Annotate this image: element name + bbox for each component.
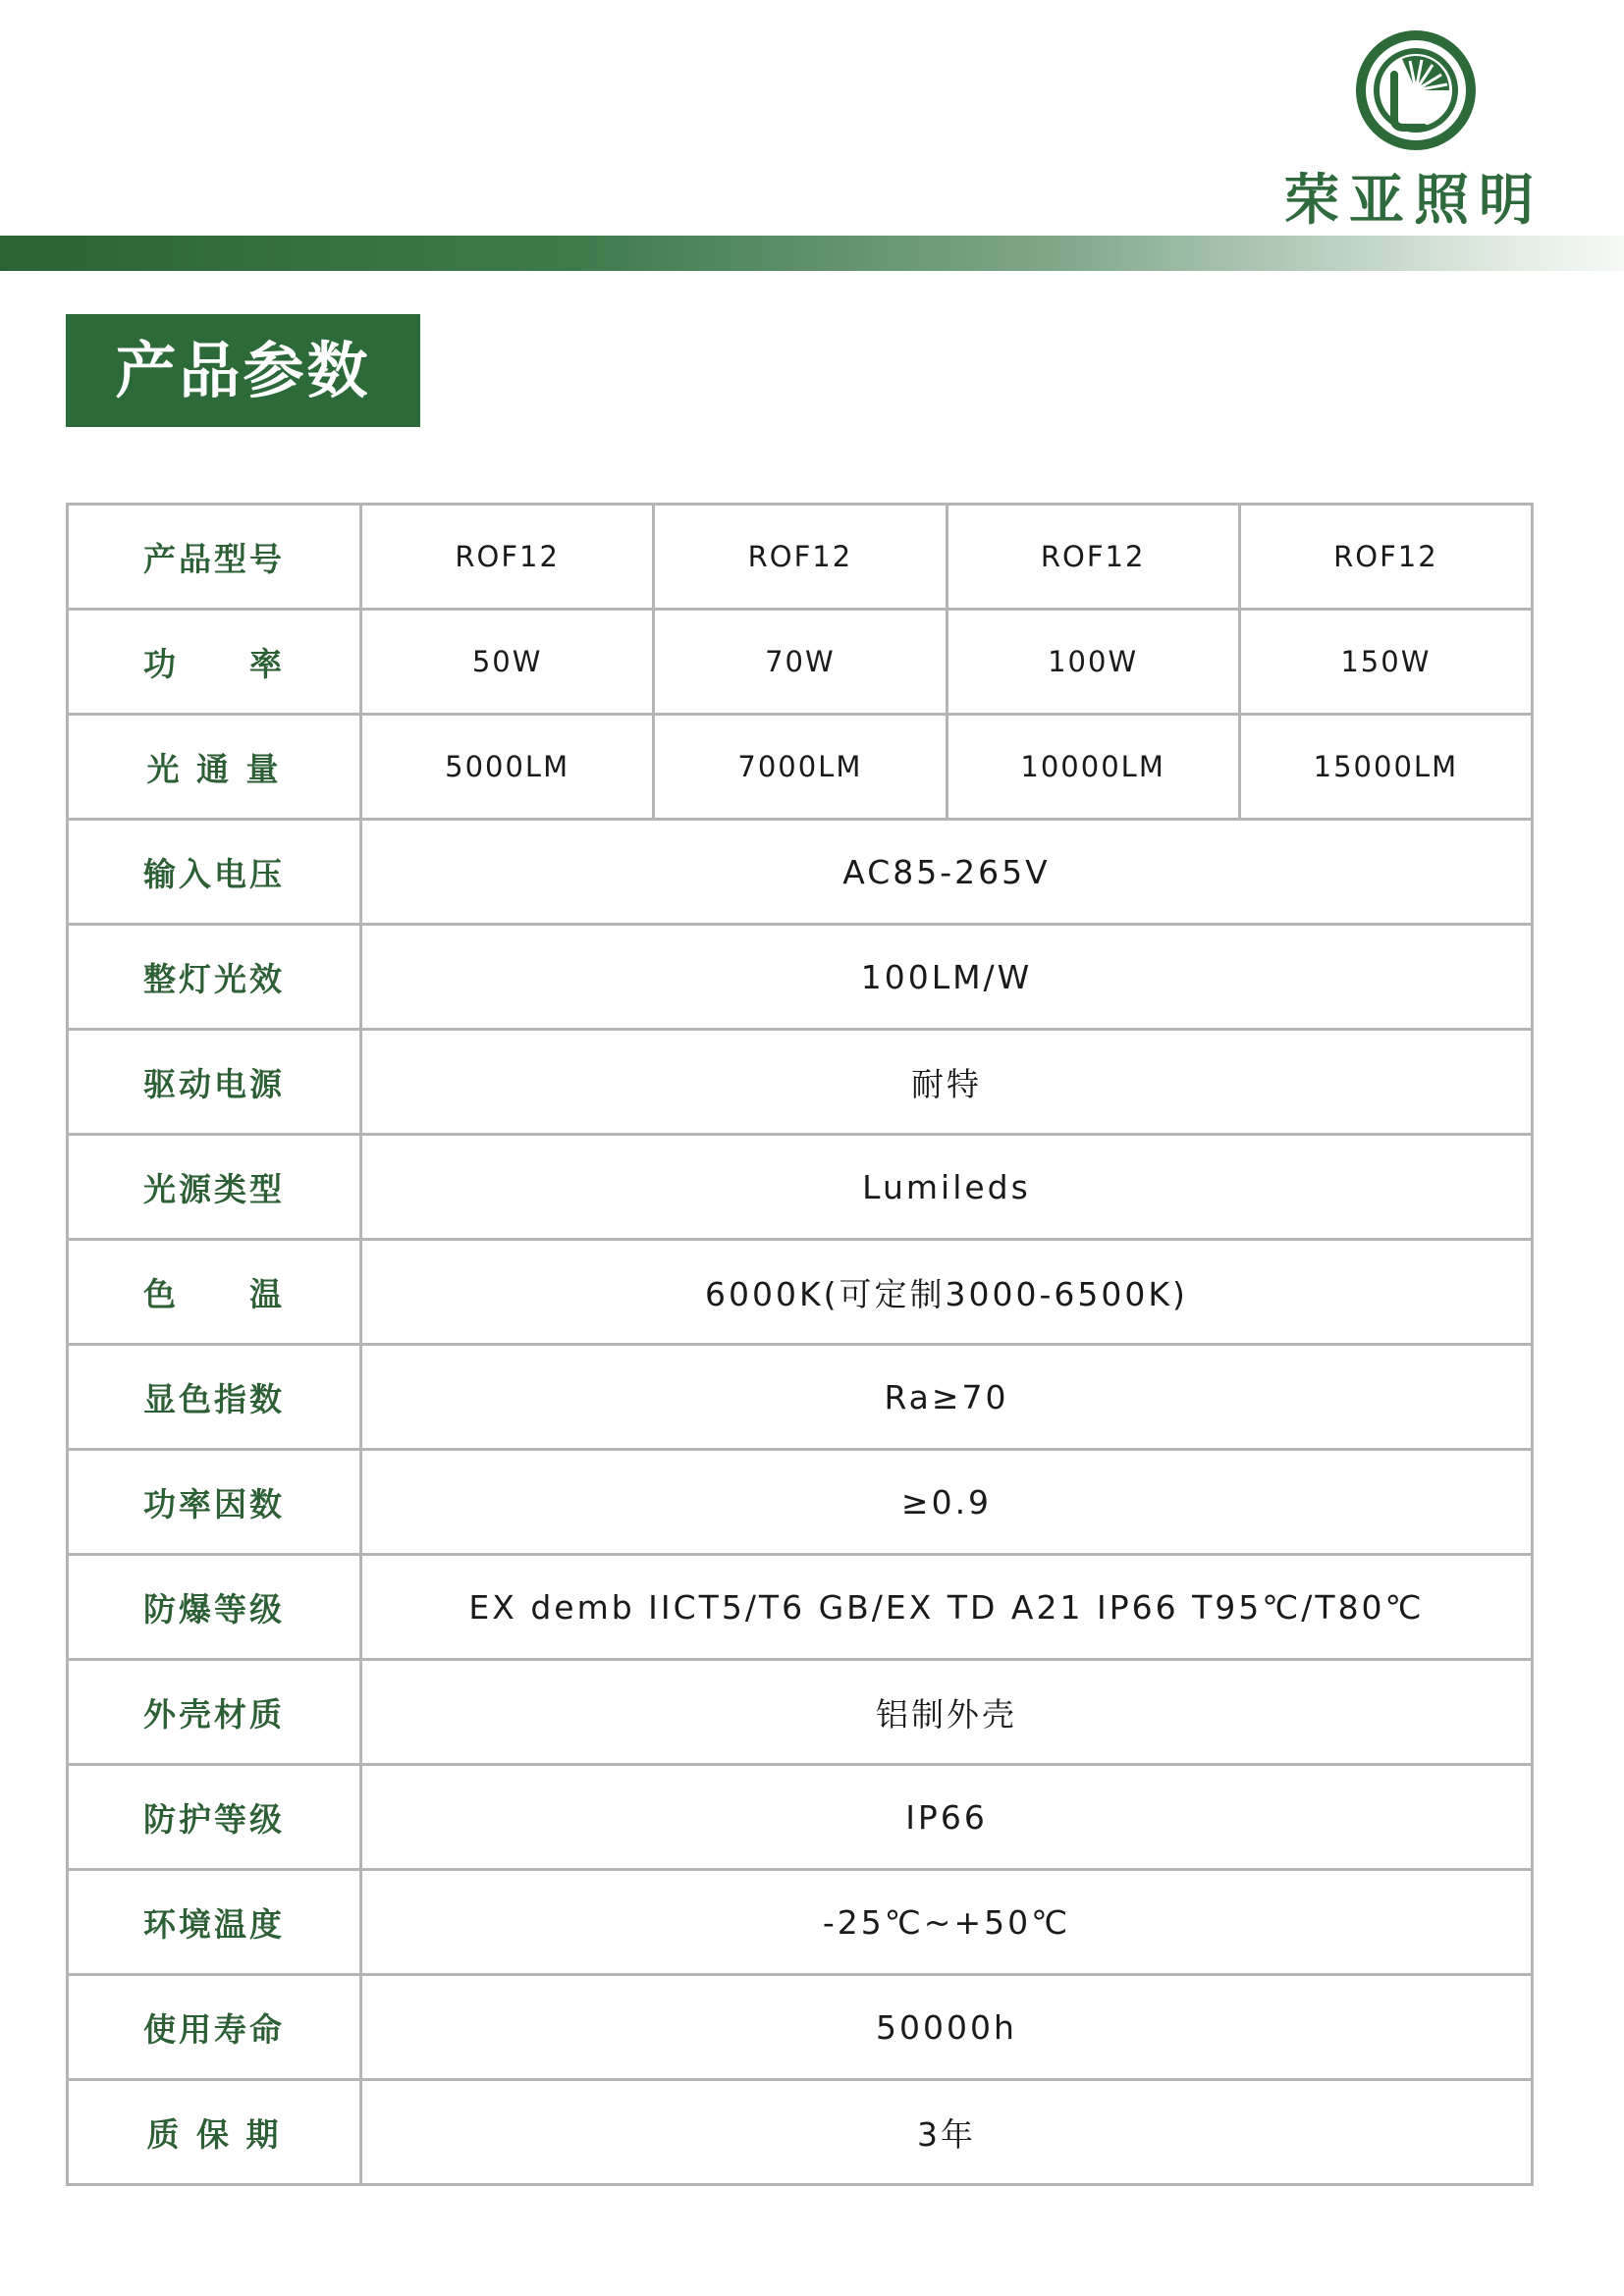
row-label: 功 率 <box>68 610 361 715</box>
table-cell: 50000h <box>361 1975 1533 2080</box>
spec-table <box>66 503 1534 2186</box>
row-label: 光源类型 <box>68 1135 361 1240</box>
table-row <box>68 1135 1533 1240</box>
table-row <box>68 1660 1533 1765</box>
table-row <box>68 1030 1533 1135</box>
table-cell: Ra≥70 <box>361 1345 1533 1450</box>
brand-name: 荣亚照明 <box>1284 169 1543 233</box>
table-cell: 70W <box>654 610 947 715</box>
table-cell: IP66 <box>361 1765 1533 1870</box>
table-row <box>68 2080 1533 2185</box>
table-row <box>68 1345 1533 1450</box>
row-label: 使用寿命 <box>68 1975 361 2080</box>
table-row <box>68 610 1533 715</box>
table-cell: 15000LM <box>1239 715 1532 820</box>
row-label: 环境温度 <box>68 1870 361 1975</box>
table-cell: EX demb IICT5/T6 GB/EX TD A21 IP66 T95℃/T80℃ <box>361 1555 1533 1660</box>
table-row <box>68 1870 1533 1975</box>
row-label: 功率因数 <box>68 1450 361 1555</box>
header-gradient-band <box>0 236 1624 271</box>
table-cell: ≥0.9 <box>361 1450 1533 1555</box>
brand-logo <box>1276 29 1551 233</box>
table-row <box>68 820 1533 925</box>
table-row <box>68 1765 1533 1870</box>
table-cell: 100LM/W <box>361 925 1533 1030</box>
table-cell: Lumileds <box>361 1135 1533 1240</box>
leaf-emblem-icon <box>1355 29 1477 151</box>
row-label: 防护等级 <box>68 1765 361 1870</box>
table-row <box>68 1555 1533 1660</box>
table-cell: 6000K(可定制3000-6500K) <box>361 1240 1533 1345</box>
table-cell: 100W <box>947 610 1239 715</box>
table-cell: 铝制外壳 <box>361 1660 1533 1765</box>
row-label: 质 保 期 <box>68 2080 361 2185</box>
table-cell: 7000LM <box>654 715 947 820</box>
row-label: 防爆等级 <box>68 1555 361 1660</box>
row-label: 外壳材质 <box>68 1660 361 1765</box>
row-label: 产品型号 <box>68 505 361 610</box>
table-row <box>68 505 1533 610</box>
row-label: 输入电压 <box>68 820 361 925</box>
table-cell: ROF12 <box>1239 505 1532 610</box>
table-cell: -25℃~+50℃ <box>361 1870 1533 1975</box>
table-cell: 10000LM <box>947 715 1239 820</box>
row-label: 整灯光效 <box>68 925 361 1030</box>
table-row <box>68 715 1533 820</box>
table-cell: 耐特 <box>361 1030 1533 1135</box>
table-cell: 3年 <box>361 2080 1533 2185</box>
table-cell: 5000LM <box>361 715 654 820</box>
table-row <box>68 925 1533 1030</box>
table-cell: ROF12 <box>654 505 947 610</box>
table-row <box>68 1240 1533 1345</box>
table-row <box>68 1975 1533 2080</box>
row-label: 光 通 量 <box>68 715 361 820</box>
table-row <box>68 1450 1533 1555</box>
row-label: 显色指数 <box>68 1345 361 1450</box>
table-cell: ROF12 <box>361 505 654 610</box>
table-cell: 150W <box>1239 610 1532 715</box>
table-cell: ROF12 <box>947 505 1239 610</box>
table-cell: AC85-265V <box>361 820 1533 925</box>
row-label: 驱动电源 <box>68 1030 361 1135</box>
row-label: 色 温 <box>68 1240 361 1345</box>
section-title: 产品参数 <box>66 314 420 427</box>
table-cell: 50W <box>361 610 654 715</box>
